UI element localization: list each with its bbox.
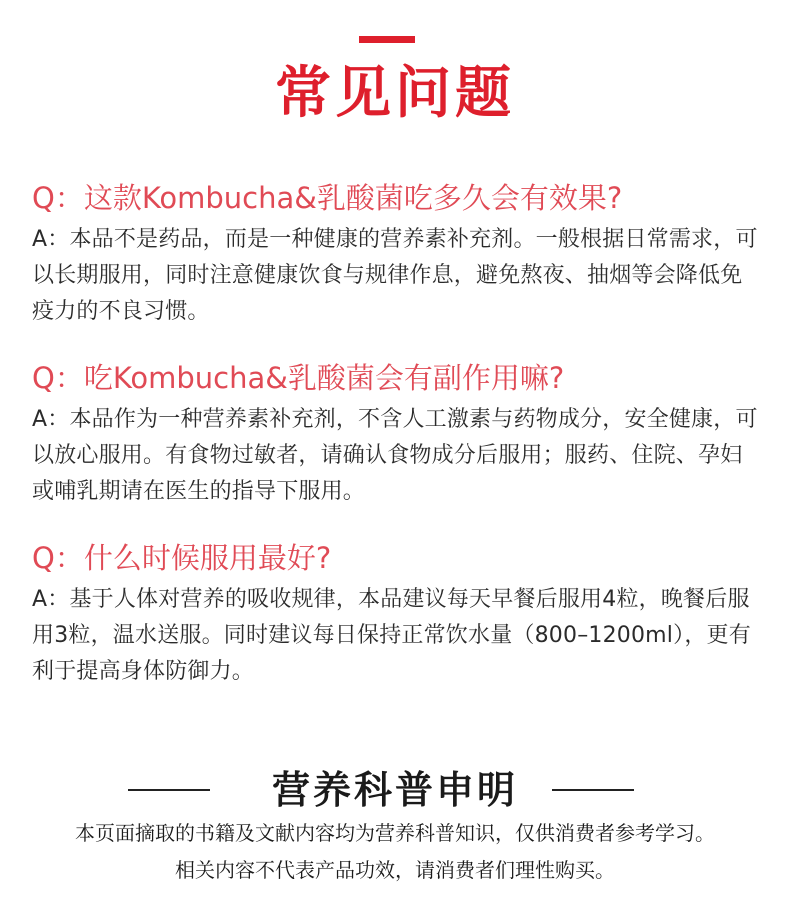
notice-divider-right [552,789,634,791]
faq-answer: A：本品不是药品，而是一种健康的营养素补充剂。一般根据日常需求，可以长期服用，同时注意健康饮食与规律作息，避免熬夜、抽烟等会降低免疫力的不良习惯。 [32,227,758,324]
title-accent-bar [359,36,415,43]
notice-title: 营养科普申明 [271,768,518,812]
notice-text-line: 相关内容不代表产品功效，请消费者们理性购买。 [175,858,615,882]
faq-answer: A：本品作为一种营养素补充剂，不含人工激素与药物成分，安全健康，可以放心服用。有食物过敏者，请确认食物成分后服用；服药、住院、孕妇或哺乳期请在医生的指导下服用。 [32,407,758,504]
faq-item [32,176,764,330]
faq-question: Q：这款Kombucha&乳酸菌吃多久会有效果? [32,181,623,215]
faq-question: Q：吃Kombucha&乳酸菌会有副作用嘛? [32,361,565,395]
faq-question: Q：什么时候服用最好? [32,541,332,575]
notice-text-line: 本页面摘取的书籍及文献内容均为营养科普知识，仅供消费者参考学习。 [75,821,715,845]
faq-answer: A：基于人体对营养的吸收规律，本品建议每天早餐后服用4粒，晚餐后服用3粒，温水送服。同时建议每日保持正常饮水量（800–1200ml），更有利于提高身体防御力。 [32,587,751,684]
notice-heading [0,760,790,820]
faq-item [32,536,764,690]
faq-title: 常见问题 [275,61,515,126]
faq-item [32,356,764,510]
faq-list [32,176,764,690]
